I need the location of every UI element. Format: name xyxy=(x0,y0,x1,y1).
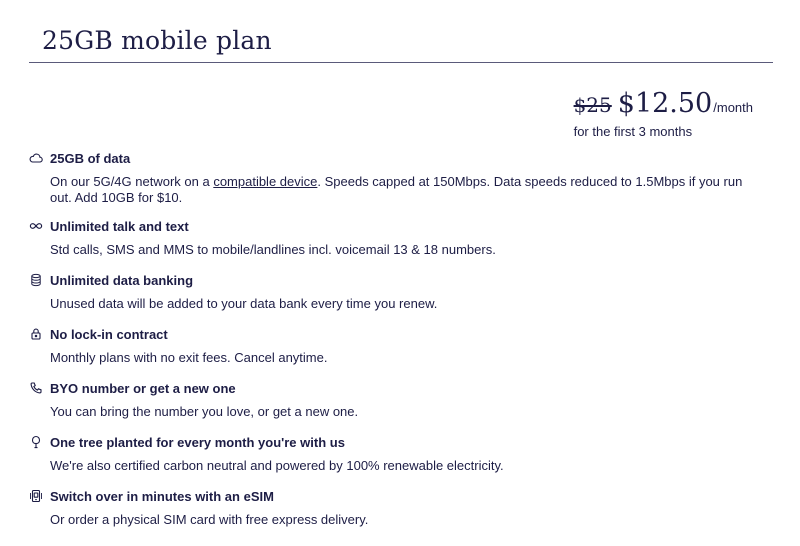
feature-title: Unlimited data banking xyxy=(50,272,194,288)
feature-data xyxy=(29,150,759,206)
feature-desc-text: On our 5G/4G network on a xyxy=(50,174,214,189)
new-price: $12.50 xyxy=(617,88,713,119)
feature-description: Or order a physical SIM card with free express delivery. xyxy=(50,512,369,527)
feature-title: BYO number or get a new one xyxy=(50,380,236,396)
price-block xyxy=(574,88,753,139)
infinity-icon xyxy=(29,219,43,233)
feature-description: You can bring the number you love, or get a new one. xyxy=(50,404,359,419)
feature-description: Std calls, SMS and MMS to mobile/landlines incl. voicemail 13 & 18 numbers. xyxy=(50,242,496,257)
esim-icon xyxy=(29,489,43,503)
feature-title: Switch over in minutes with an eSIM xyxy=(50,488,274,504)
feature-data-banking xyxy=(29,272,759,312)
feature-talk-text xyxy=(29,218,759,258)
lock-icon xyxy=(29,327,43,341)
feature-description: Monthly plans with no exit fees. Cancel anytime. xyxy=(50,350,328,365)
tree-icon xyxy=(29,435,43,449)
feature-title: No lock-in contract xyxy=(50,326,168,342)
feature-description: We're also certified carbon neutral and powered by 100% renewable electricity. xyxy=(50,458,504,473)
feature-no-lock-in xyxy=(29,326,759,366)
feature-description xyxy=(50,174,759,206)
feature-tree-planted xyxy=(29,434,759,474)
plan-title: 25GB mobile plan xyxy=(42,26,272,55)
feature-byo-number xyxy=(29,380,759,420)
feature-title: One tree planted for every month you're with us xyxy=(50,434,345,450)
phone-icon xyxy=(29,381,43,395)
feature-title: Unlimited talk and text xyxy=(50,218,189,234)
database-icon xyxy=(29,273,43,287)
old-price: $25 xyxy=(573,93,612,117)
price-note: for the first 3 months xyxy=(573,124,693,139)
title-divider xyxy=(29,62,773,63)
cloud-icon xyxy=(29,151,43,165)
feature-esim xyxy=(29,488,759,528)
feature-description: Unused data will be added to your data bank every time you renew. xyxy=(50,296,438,311)
price-period: /month xyxy=(713,100,753,115)
feature-title: 25GB of data xyxy=(50,150,131,166)
feature-desc-text: . Speeds capped at 150Mbps. Data speeds reduced to 1.5Mbps if you run out. Add 10GB for $10. xyxy=(50,174,743,205)
compatible-device-link[interactable]: compatible device xyxy=(213,174,318,189)
feature-list xyxy=(29,150,759,528)
